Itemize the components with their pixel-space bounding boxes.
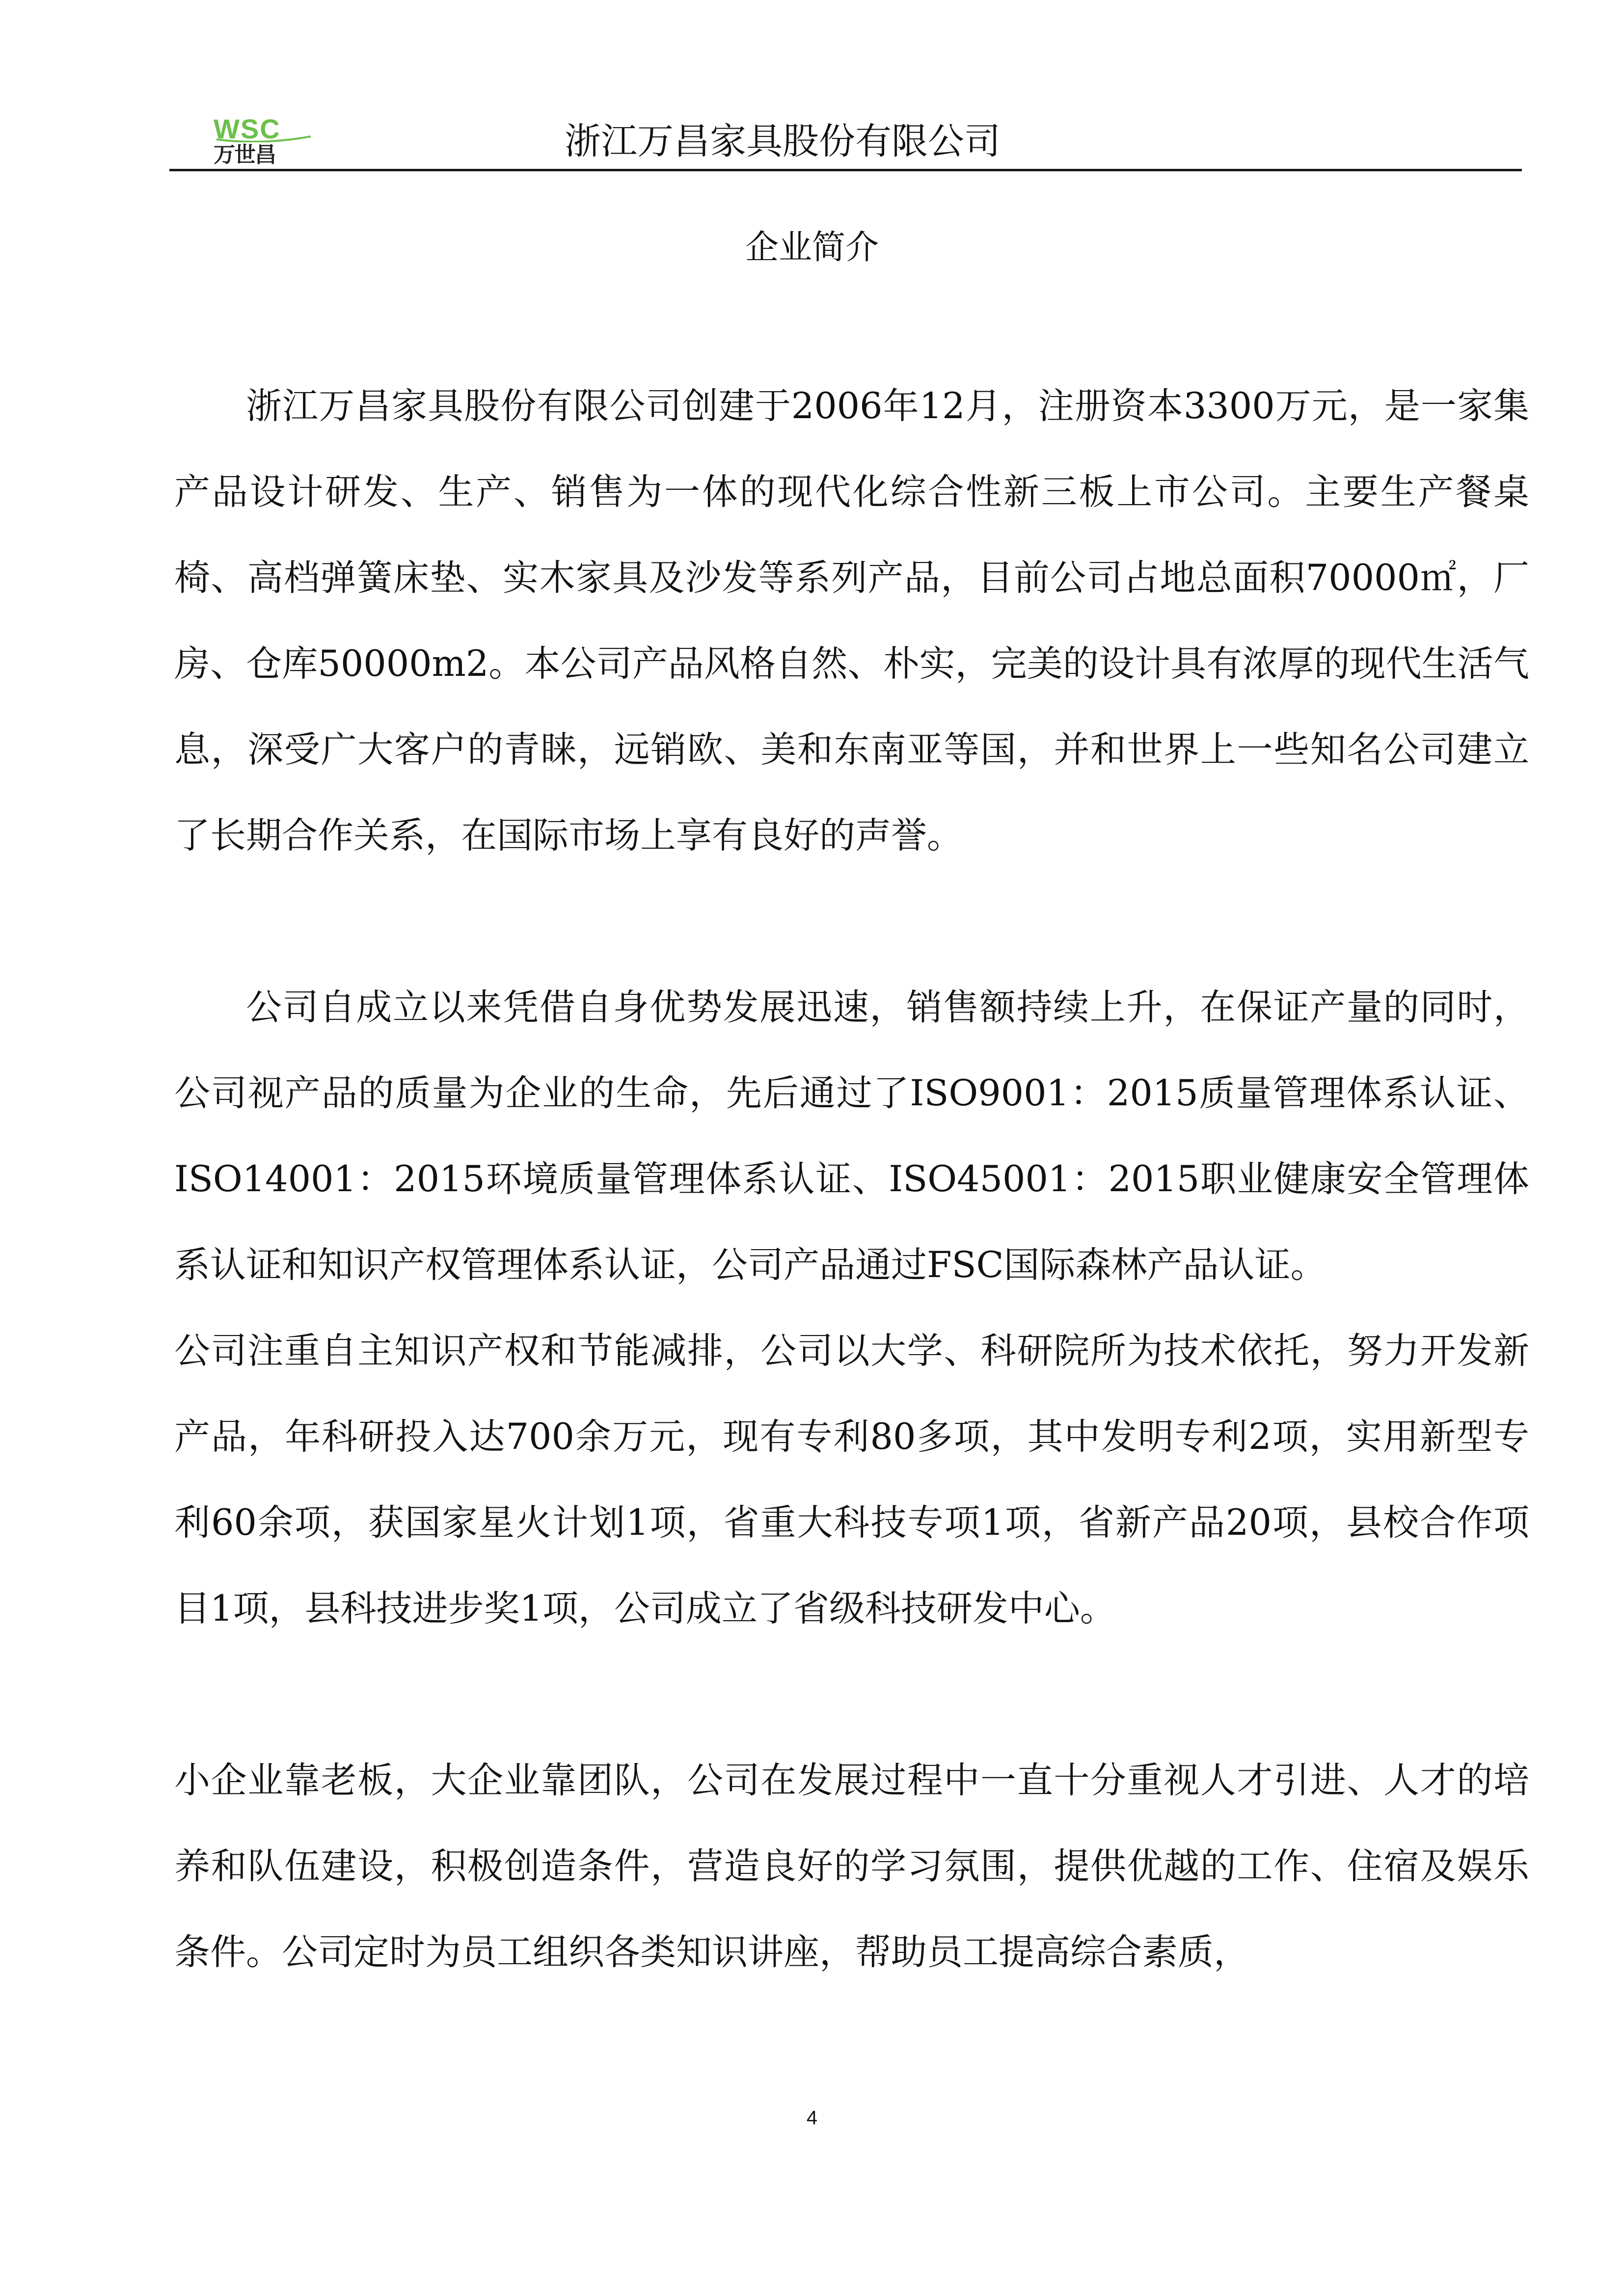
paragraph-certifications: 公司自成立以来凭借自身优势发展迅速，销售额持续上升，在保证产量的同时，公司视产品的质量为企业的生命，先后通过了ISO9001：2015质量管理体系认证、ISO14001：2015环境质量管理体系认证、ISO45001：2015职业健康安全管理体系认证和知识产权管理体系认证，公司产品通过FSC国际森林产品认证。: [174, 987, 1529, 1286]
page-header: [169, 103, 1522, 172]
paragraph-gap: [174, 879, 1529, 964]
document-body: [174, 363, 1529, 1995]
paragraph-company-overview: 浙江万昌家具股份有限公司创建于2006年12月，注册资本3300万元，是一家集产品设计研发、生产、销售为一体的现代化综合性新三板上市公司。主要生产餐桌椅、高档弹簧床垫、实木家具及沙发等系列产品，目前公司占地总面积70000㎡，厂房、仓库50000m2。本公司产品风格自然、朴实，完美的设计具有浓厚的现代生活气息，深受广大客户的青睐，远销欧、美和东南亚等国，并和世界上一些知名公司建立了长期合作关系，在国际市场上享有良好的声誉。: [174, 385, 1529, 856]
paragraph-gap: [174, 1652, 1529, 1737]
paragraph-intellectual-property: 公司注重自主知识产权和节能减排，公司以大学、科研院所为技术依托，努力开发新产品，年科研投入达700余万元，现有专利80多项，其中发明专利2项，实用新型专利60余项，获国家星火计划1项，省重大科技专项1项，省新产品20项，县校合作项目1项，县科技进步奖1项，公司成立了省级科技研发中心。: [174, 1330, 1529, 1629]
header-divider: [169, 169, 1522, 171]
company-logo: [213, 114, 316, 168]
logo-mark-icon: [213, 114, 316, 142]
document-title: 企业简介: [745, 228, 879, 267]
page-number: 4: [806, 2107, 818, 2129]
logo-text: 万世昌: [214, 142, 275, 167]
header-company-name: 浙江万昌家具股份有限公司: [565, 120, 1001, 162]
logo-mark-text: WSC: [214, 114, 281, 142]
paragraph-talent: 小企业靠老板，大企业靠团队，公司在发展过程中一直十分重视人才引进、人才的培养和队伍建设，积极创造条件，营造良好的学习氛围，提供优越的工作、住宿及娱乐条件。公司定时为员工组织各类知识讲座，帮助员工提高综合素质，: [174, 1760, 1529, 1973]
